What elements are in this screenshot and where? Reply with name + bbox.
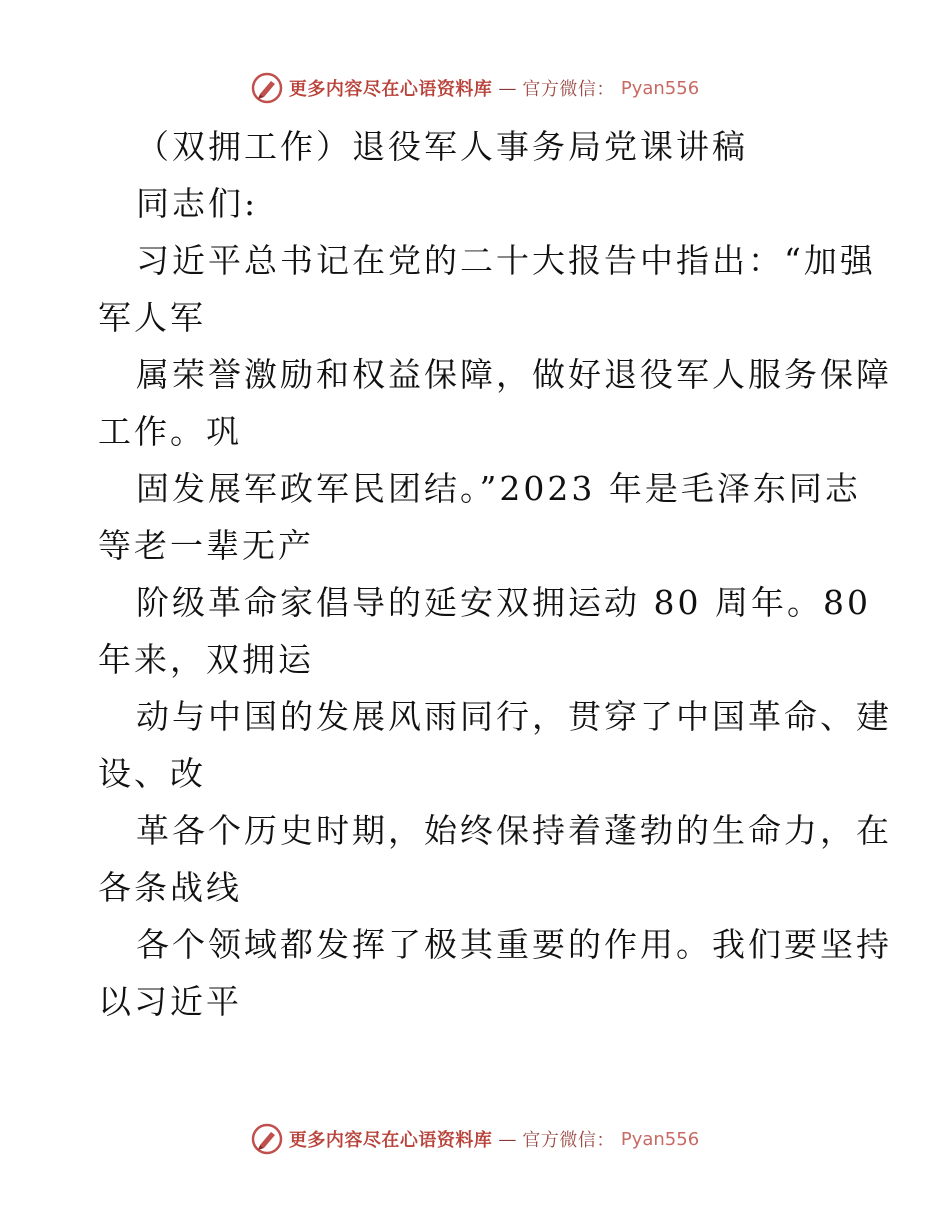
header-watermark — [0, 72, 950, 104]
document-title: （双拥工作）退役军人事务局党课讲稿 — [136, 127, 748, 166]
watermark-wechat-id: Pyan556 — [620, 77, 700, 99]
body-line: 各个领域都发挥了极其重要的作用。我们要坚持 — [136, 925, 892, 964]
body-line: 设、改 — [98, 754, 206, 793]
watermark-wechat-id: Pyan556 — [620, 1128, 700, 1150]
watermark-main-text: 更多内容尽在心语资料库 — [288, 1130, 493, 1151]
body-line: 固发展军政军民团结。”2023 年是毛泽东同志 — [136, 469, 861, 508]
footer-watermark — [0, 1123, 950, 1155]
body-line: 阶级革命家倡导的延安双拥运动 80 周年。80 — [136, 583, 871, 622]
pen-logo-icon — [251, 72, 283, 104]
body-line: 等老一辈无产 — [98, 526, 314, 565]
watermark-separator: — — [498, 1128, 517, 1150]
body-line: 革各个历史时期，始终保持着蓬勃的生命力，在 — [136, 811, 892, 850]
body-line: 各条战线 — [98, 868, 242, 907]
body-line: 属荣誉激励和权益保障，做好退役军人服务保障 — [136, 355, 892, 394]
body-line: 年来，双拥运 — [98, 640, 314, 679]
watermark-main-text: 更多内容尽在心语资料库 — [288, 79, 493, 100]
pen-logo-icon — [251, 1123, 283, 1155]
body-line: 以习近平 — [98, 982, 242, 1021]
salutation: 同志们: — [136, 184, 259, 223]
watermark-separator: — — [498, 77, 517, 99]
watermark-wechat-label: 官方微信： — [522, 79, 615, 100]
watermark-wechat-label: 官方微信： — [522, 1130, 615, 1151]
body-line: 军人军 — [98, 298, 206, 337]
body-line: 动与中国的发展风雨同行，贯穿了中国革命、建 — [136, 697, 892, 736]
body-line: 习近平总书记在党的二十大报告中指出：“加强 — [136, 241, 876, 280]
document-body — [98, 118, 892, 1030]
body-line: 工作。巩 — [98, 412, 242, 451]
